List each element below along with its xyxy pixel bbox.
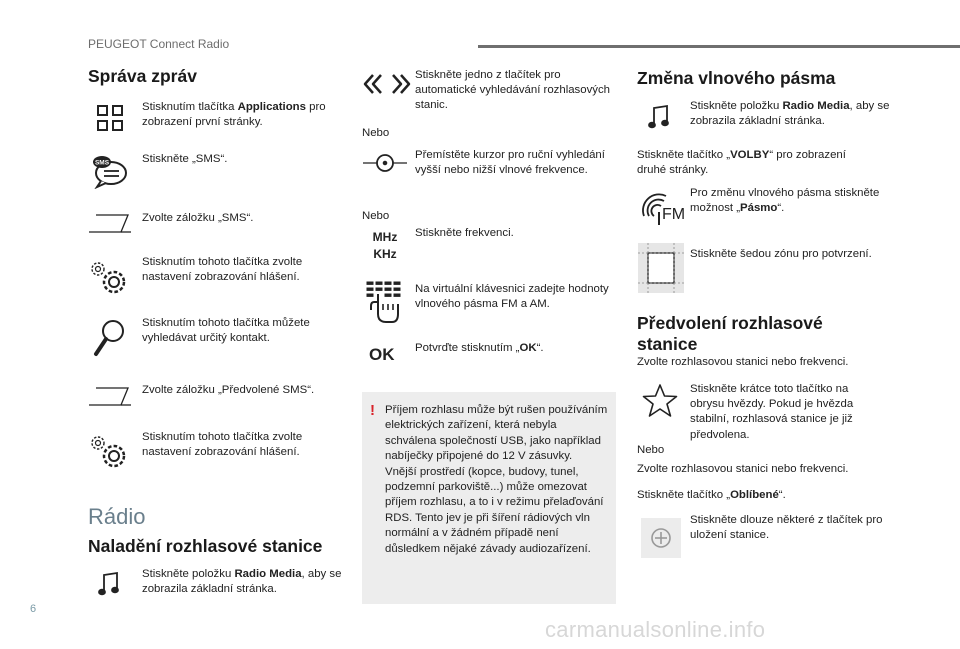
khz-label: KHz bbox=[373, 247, 397, 261]
warning-mark-icon: ! bbox=[370, 402, 375, 419]
pasmo-para-text: Stiskněte tlačítko „VOLBY“ pro zobrazení druhé stránky. bbox=[637, 149, 846, 177]
sprava-item-1-text: Stisknutím tlačítka Applications pro zobrazení první stránky. bbox=[142, 101, 326, 129]
vyhledavani-item-1-text: Stiskněte jedno z tlačítek pro automatické vyhledávání rozhlasových stanic. bbox=[415, 69, 611, 112]
applications-grid-icon bbox=[96, 104, 124, 132]
or-label-2: Nebo bbox=[362, 210, 390, 222]
vyhledavani-item-2-text: Přemístěte kurzor pro ruční vyhledání vyšší nebo nižší vlnové frekvence. bbox=[415, 149, 605, 177]
section-title-predvoleni bbox=[637, 313, 823, 355]
mhz-khz-icon bbox=[368, 229, 402, 263]
predvoleni-para-3: Stiskněte tlačítko „Oblíbené“. bbox=[637, 489, 786, 501]
header-title: PEUGEOT Connect Radio bbox=[88, 37, 230, 51]
mhz-label: MHz bbox=[372, 230, 398, 244]
sprava-item-4-text: Stisknutím tohoto tlačítka zvolte nastavení zobrazování hlášení. bbox=[142, 256, 303, 284]
sprava-item-2-text: Stiskněte „SMS“. bbox=[142, 153, 228, 165]
svg-text:SMS: SMS bbox=[94, 159, 110, 167]
music-note-icon bbox=[97, 571, 123, 597]
pasmo-item-3-text: Stiskněte šedou zónu pro potvrzení. bbox=[690, 248, 872, 260]
vyhledavani-item-4-text: Na virtuální klávesnici zadejte hodnoty vlnového pásma FM a AM. bbox=[415, 283, 609, 311]
tab-icon bbox=[88, 386, 132, 406]
note-text bbox=[385, 403, 610, 557]
sprava-item-7-text: Stisknutím tohoto tlačítka zvolte nastavení zobrazování hlášení. bbox=[142, 431, 303, 459]
or-label-1: Nebo bbox=[362, 127, 390, 139]
section-title-naladeni: Naladění rozhlasové stanice bbox=[88, 536, 323, 556]
footer-watermark: carmanualsonline.info bbox=[545, 617, 766, 642]
sprava-item-6-text: Zvolte záložku „Předvolené SMS“. bbox=[142, 384, 315, 396]
star-icon bbox=[641, 383, 679, 419]
vyhledavani-item-5-text: Potvrďte stisknutím „OK“. bbox=[415, 342, 544, 354]
predvoleni-para-2: Zvolte rozhlasovou stanici nebo frekvenci. bbox=[637, 463, 849, 475]
search-icon bbox=[93, 318, 127, 358]
slider-cursor-icon bbox=[362, 152, 408, 174]
section-title-sprava-zprav: Správa zpráv bbox=[88, 66, 197, 86]
or-label-3: Nebo bbox=[637, 444, 665, 456]
predvoleni-title-line-1: Předvolení rozhlasové bbox=[637, 313, 823, 333]
pasmo-item-1-text: Stiskněte položku Radio Media, aby se zobrazila základní stránka. bbox=[690, 100, 890, 128]
naladeni-item-text: Stiskněte položku Radio Media, aby se zobrazila základní stránka. bbox=[142, 568, 342, 596]
header-bar bbox=[478, 45, 960, 48]
add-plus-icon bbox=[640, 517, 682, 559]
note-paragraph-2: Vnější prostředí (kopce, budovy, tunel, podzemní parkoviště...) může omezovat příjem rozhlasu, a to i v režimu přelaďování RDS. Tento jev je při šíření rádiových vln normální a v žádném případě není důsledkem nějaké závady audiozařízení. bbox=[385, 465, 604, 555]
fm-label: FM bbox=[662, 206, 686, 223]
sprava-item-3-text: Zvolte záložku „SMS“. bbox=[142, 212, 254, 224]
predvoleni-item-2-text: Stiskněte dlouze některé z tlačítek pro uložení stanice. bbox=[690, 514, 883, 542]
pasmo-item-2-text: Pro změnu vlnového pásma stiskněte možnost „Pásmo“. bbox=[690, 187, 880, 215]
predvoleni-title-line-2: stanice bbox=[637, 334, 698, 354]
page-number: 6 bbox=[30, 603, 37, 615]
section-title-zmena-pasma: Změna vlnového pásma bbox=[637, 68, 836, 88]
grey-zone-icon bbox=[638, 243, 684, 293]
predvoleni-para-1: Zvolte rozhlasovou stanici nebo frekvenci. bbox=[637, 356, 849, 368]
seek-arrows-icon bbox=[362, 72, 412, 96]
settings-gears-icon bbox=[88, 432, 128, 470]
sprava-item-5-text: Stisknutím tohoto tlačítka můžete vyhledávat určitý kontakt. bbox=[142, 317, 310, 345]
predvoleni-item-1-text: Stiskněte krátce toto tlačítko na obrysu hvězdy. Pokud je hvězda stabilní, rozhlasová stanice je již předvolena. bbox=[690, 383, 854, 441]
vyhledavani-item-3-text: Stiskněte frekvenci. bbox=[415, 227, 514, 239]
settings-gears-icon bbox=[88, 258, 128, 296]
music-note-icon bbox=[647, 104, 673, 130]
sms-bubble-icon bbox=[89, 153, 129, 189]
section-title-radio: Rádio bbox=[88, 504, 146, 529]
keypad-hand-icon bbox=[366, 280, 404, 324]
ok-icon: OK bbox=[369, 345, 395, 364]
tab-icon bbox=[88, 213, 132, 233]
note-paragraph-1: Příjem rozhlasu může být rušen používáním elektrických zařízení, která nebyla schválena společností USB, jako například nabíječky připojené do 12 V zásuvky. bbox=[385, 404, 608, 463]
